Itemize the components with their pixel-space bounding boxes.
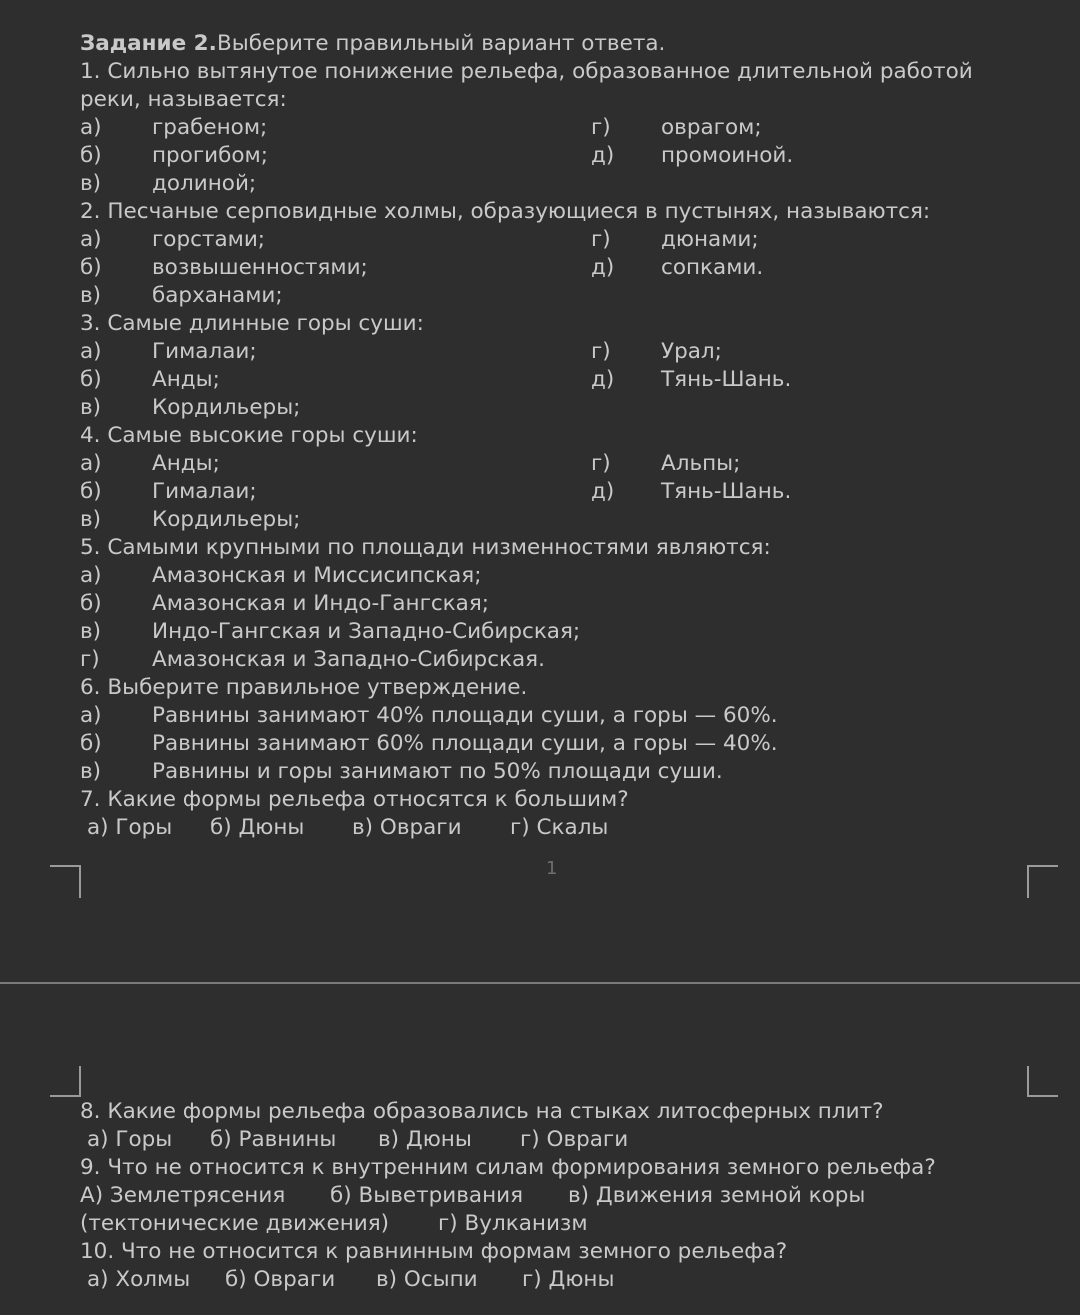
page-corner-mark [50,862,82,898]
page-number: 1 [546,858,558,879]
task-instruction: Выберите правильный вариант ответа. [217,31,666,56]
page-corner-mark [1026,1066,1058,1098]
page-corner-mark [1026,862,1058,898]
task-title: Задание 2. [80,31,217,56]
page-separator [0,982,1080,984]
page-corner-mark [50,1066,82,1098]
